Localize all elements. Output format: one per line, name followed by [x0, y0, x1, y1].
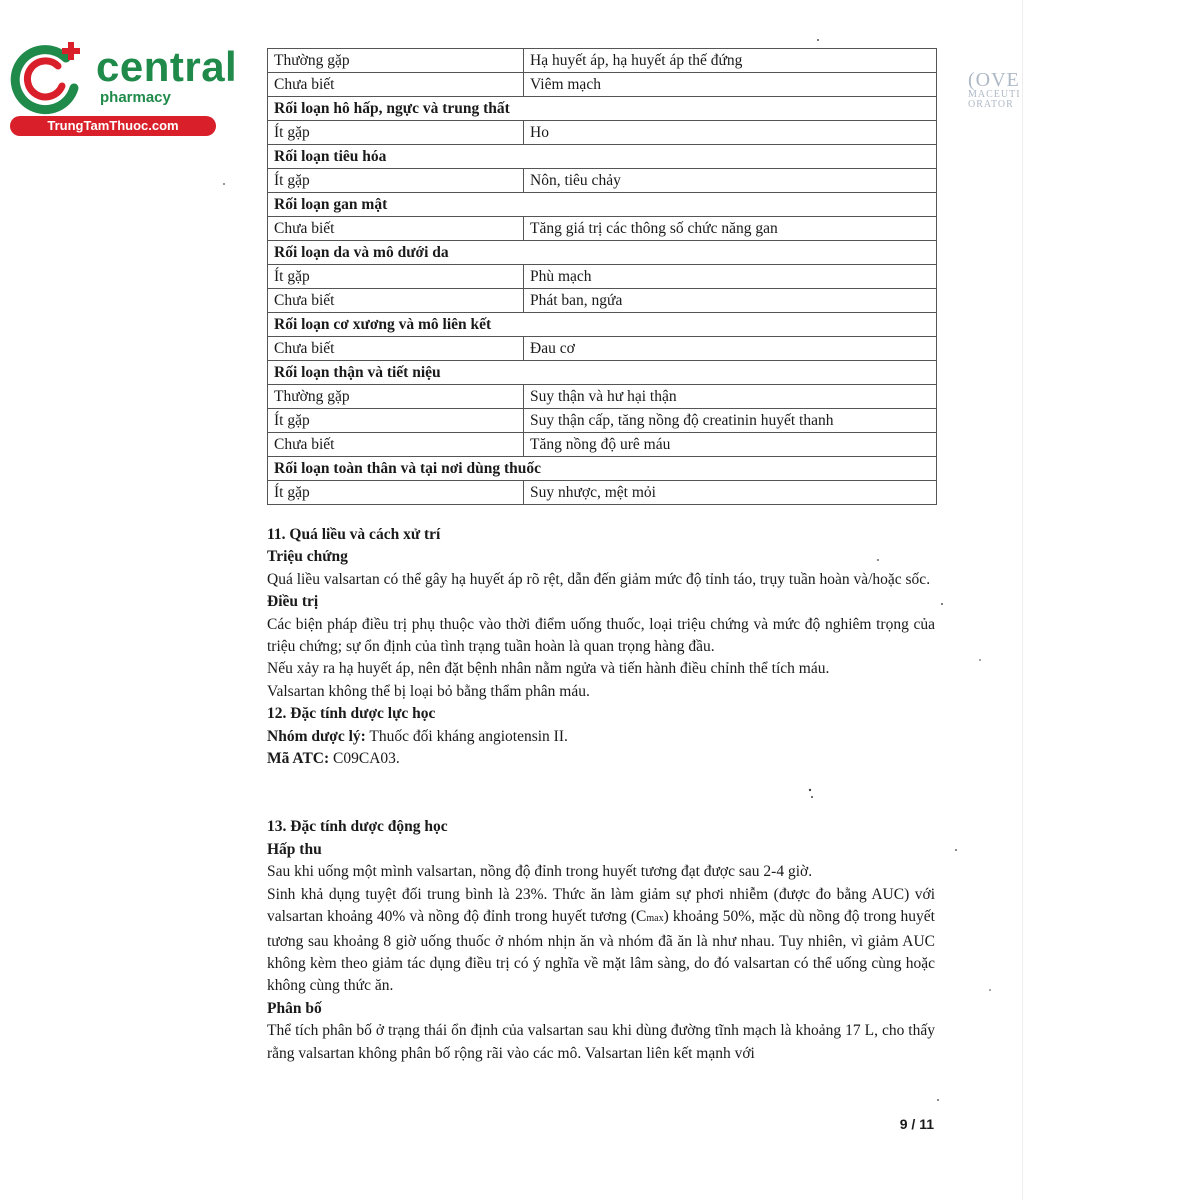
category-label: Rối loạn tiêu hóa: [268, 145, 937, 169]
table-row: [268, 409, 937, 433]
effect-cell: Suy thận và hư hại thận: [524, 385, 937, 409]
effect-cell: Suy thận cấp, tăng nồng độ creatinin huyết thanh: [524, 409, 937, 433]
section-12-title: 12. Đặc tính dược lực học: [267, 705, 436, 723]
section-spacer: [267, 770, 935, 816]
document-body: [267, 524, 935, 1065]
table-category-row: [268, 313, 937, 337]
category-label: Rối loạn gan mật: [268, 193, 937, 217]
table-row: [268, 73, 937, 97]
frequency-cell: Chưa biết: [268, 433, 524, 457]
table-row: [268, 121, 937, 145]
effect-cell: Suy nhược, mệt mỏi: [524, 481, 937, 505]
frequency-cell: Ít gặp: [268, 409, 524, 433]
adverse-effects-table-body: [268, 49, 937, 505]
scan-edge-line: [1022, 0, 1023, 1200]
table-category-row: [268, 97, 937, 121]
table-row: [268, 289, 937, 313]
frequency-cell: Chưa biết: [268, 217, 524, 241]
pharmacologic-group-label: Nhóm dược lý:: [267, 727, 366, 745]
faded-stamp: [968, 70, 1028, 120]
frequency-cell: Chưa biết: [268, 73, 524, 97]
absorption-paragraph-2-a: Sinh khả dụng tuyệt đối trung bình là 23%. Thức ăn làm giảm sự phơi nhiễm (được đo bằng AUC) với valsartan khoảng 40% và nồng độ đỉnh trong huyết tương (C: [267, 885, 935, 926]
effect-cell: Nôn, tiêu chảy: [524, 169, 937, 193]
effect-cell: Phù mạch: [524, 265, 937, 289]
table-category-row: [268, 241, 937, 265]
absorption-heading: Hấp thu: [267, 840, 322, 858]
effect-cell: Tăng nồng độ urê máu: [524, 433, 937, 457]
frequency-cell: Ít gặp: [268, 481, 524, 505]
atc-code-label: Mã ATC:: [267, 750, 330, 768]
atc-code: [267, 748, 935, 770]
treatment-paragraph-1: Các biện pháp điều trị phụ thuộc vào thời điểm uống thuốc, loại triệu chứng và mức độ nghiêm trọng của triệu chứng; sự ổn định của tình trạng tuần hoàn là quan trọng hàng đầu.: [267, 615, 935, 656]
frequency-cell: Ít gặp: [268, 265, 524, 289]
logo-title: central: [96, 43, 238, 90]
table-row: [268, 385, 937, 409]
page-number: 9 / 11: [899, 1116, 934, 1132]
logo-subtitle: pharmacy: [100, 89, 171, 106]
frequency-cell: Ít gặp: [268, 121, 524, 145]
table-row: [268, 481, 937, 505]
frequency-cell: Thường gặp: [268, 49, 524, 73]
effect-cell: Tăng giá trị các thông số chức năng gan: [524, 217, 937, 241]
category-label: Rối loạn toàn thân và tại nơi dùng thuốc: [268, 457, 937, 481]
category-label: Rối loạn da và mô dưới da: [268, 241, 937, 265]
frequency-cell: Thường gặp: [268, 385, 524, 409]
stamp-line-2: MACEUTI: [968, 89, 1021, 100]
distribution-paragraph-1: Thể tích phân bố ở trạng thái ổn định của valsartan sau khi dùng đường tĩnh mạch là khoảng 17 L, cho thấy rằng valsartan không phân bố rộng rãi vào các mô. Valsartan liên kết mạnh với: [267, 1022, 935, 1062]
pharmacologic-group-value: Thuốc đối kháng angiotensin II.: [365, 727, 568, 745]
frequency-cell: Chưa biết: [268, 289, 524, 313]
logo-url-banner: TrungTamThuoc.com: [10, 116, 216, 136]
distribution-heading: Phân bố: [267, 999, 322, 1017]
adverse-effects-table: [267, 48, 937, 505]
table-category-row: [268, 361, 937, 385]
absorption-paragraph-2-b: ) khoảng 50%, mặc dù nồng độ trong huyết tương sau khoảng 8 giờ uống thuốc ở nhóm nhịn ăn và nhóm đã ăn là như nhau. Tuy nhiên, vì giảm AUC không kèm theo giảm tác dụng điều trị có ý nghĩa về mặt lâm sàng, do đó valsartan có thể uống cùng hoặc không cùng thức ăn.: [267, 908, 935, 995]
section-13-title: 13. Đặc tính dược động học: [267, 818, 448, 836]
table-category-row: [268, 193, 937, 217]
table-row: [268, 217, 937, 241]
effect-cell: Phát ban, ngứa: [524, 289, 937, 313]
central-pharmacy-logo-icon: [8, 38, 88, 118]
treatment-paragraph-3: Valsartan không thể bị loại bỏ bằng thẩm phân máu.: [267, 682, 590, 700]
symptoms-heading: Triệu chứng: [267, 548, 348, 566]
effect-cell: Hạ huyết áp, hạ huyết áp thế đứng: [524, 49, 937, 73]
category-label: Rối loạn cơ xương và mô liên kết: [268, 313, 937, 337]
cmax-subscript: max: [646, 913, 664, 925]
stamp-line-1: (OVE: [968, 69, 1020, 91]
section-11-title: 11. Quá liều và cách xử trí: [267, 526, 441, 543]
table-row: [268, 265, 937, 289]
effect-cell: Ho: [524, 121, 937, 145]
table-category-row: [268, 457, 937, 481]
table-row: [268, 49, 937, 73]
brand-logo: [8, 38, 238, 138]
effect-cell: Viêm mạch: [524, 73, 937, 97]
category-label: Rối loạn thận và tiết niệu: [268, 361, 937, 385]
table-row: [268, 337, 937, 361]
absorption-paragraph-1: Sau khi uống một mình valsartan, nồng độ đỉnh trong huyết tương đạt được sau 2-4 giờ.: [267, 863, 813, 881]
symptoms-text: Quá liều valsartan có thể gây hạ huyết áp rõ rệt, dẫn đến giảm mức độ tỉnh táo, trụy tuần hoàn và/hoặc sốc.: [267, 570, 931, 588]
absorption-paragraph-2: [267, 884, 935, 998]
stamp-line-3: ORATOR: [968, 99, 1014, 110]
treatment-heading: Điều trị: [267, 593, 319, 611]
pharmacologic-group: [267, 726, 935, 748]
treatment-paragraph-2: Nếu xảy ra hạ huyết áp, nên đặt bệnh nhân nằm ngửa và tiến hành điều chỉnh thể tích máu.: [267, 660, 830, 678]
frequency-cell: Chưa biết: [268, 337, 524, 361]
table-category-row: [268, 145, 937, 169]
effect-cell: Đau cơ: [524, 337, 937, 361]
frequency-cell: Ít gặp: [268, 169, 524, 193]
table-row: [268, 433, 937, 457]
atc-code-value: C09CA03.: [329, 750, 400, 768]
category-label: Rối loạn hô hấp, ngực và trung thất: [268, 97, 937, 121]
table-row: [268, 169, 937, 193]
